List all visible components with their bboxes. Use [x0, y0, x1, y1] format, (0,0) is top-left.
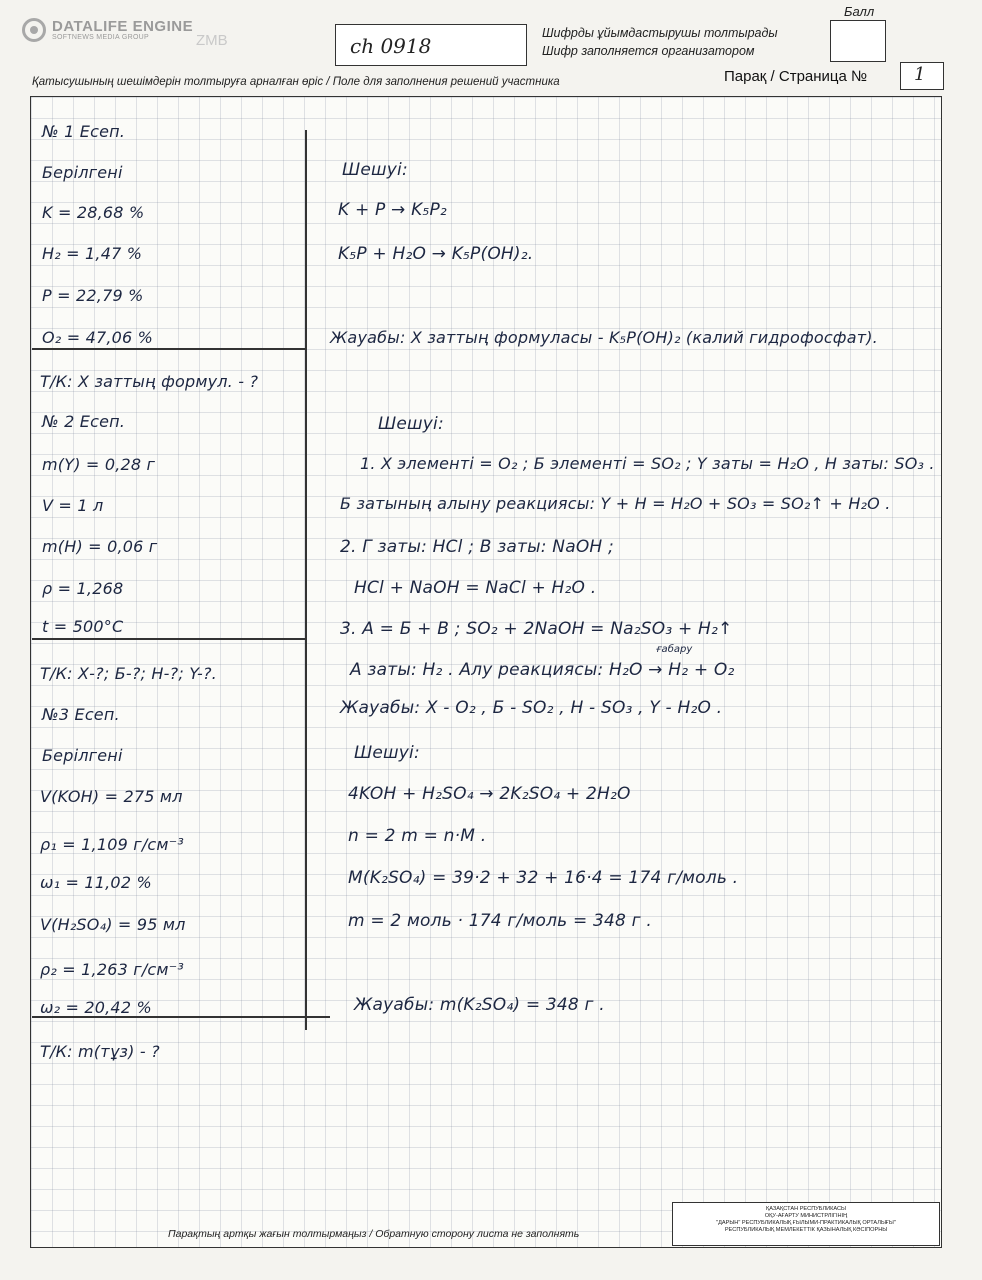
page-label: Парақ / Страница №: [724, 68, 868, 85]
watermark-subtitle: SOFTNEWS MEDIA GROUP: [52, 34, 150, 41]
answer-field-label: Қатысушының шешімдерін толтыруға арналған өріс / Поле для заполнения решений участника: [32, 76, 560, 88]
task-2-find: Т/К: Х-?; Б-?; Н-?; Y-?.: [40, 664, 217, 683]
solution-2-line-6: А заты: H₂ . Алу реакциясы: H₂O → H₂ + O₂: [350, 660, 735, 680]
stamp-line-1: ҚАЗАҚСТАН РЕСПУБЛИКАСЫ: [766, 1206, 846, 1212]
task-3-w2: ω₂ = 20,42 %: [40, 998, 152, 1017]
cipher-note-kz: Шифрды ұйымдастырушы толтырады: [542, 26, 778, 40]
cipher-note-ru: Шифр заполняется организатором: [542, 44, 755, 58]
solution-3-molar-mass: M(K₂SO₄) = 39·2 + 32 + 16·4 = 174 г/моль .: [348, 868, 739, 888]
organization-stamp: [672, 1202, 940, 1246]
watermark-mark: ZMB: [196, 32, 228, 49]
section-divider-1: [32, 348, 306, 350]
task-1-k: K = 28,68 %: [42, 203, 145, 222]
task-1-h2: H₂ = 1,47 %: [42, 244, 143, 263]
answer-3: Жауабы: m(K₂SO₄) = 348 г .: [354, 995, 605, 1015]
stamp-line-3: "ДАРЫН" РЕСПУБЛИКАЛЫҚ ҒЫЛЫМИ-ПРАКТИКАЛЫҚ ОРТАЛЫҒЫ": [716, 1220, 896, 1226]
watermark-title: DATALIFE ENGINE: [52, 18, 194, 35]
task-2-v: V = 1 л: [42, 496, 104, 515]
task-3-given: Берілгені: [42, 746, 123, 765]
stamp-line-4: РЕСПУБЛИКАЛЫҚ МЕМЛЕКЕТТІК ҚАЗЫНАЛЫҚ КӘСІПОРНЫ: [724, 1227, 888, 1233]
solution-3-n: n = 2 m = n·M .: [348, 826, 487, 846]
stamp-line-2: ОҚУ-АҒАРТУ МИНИСТРЛІГІНІҢ: [764, 1213, 848, 1219]
solution-2-line-2: Б затының алыну реакциясы: Y + Н = H₂O + SO₃ = SO₂↑ + H₂O .: [340, 494, 891, 513]
task-2-my: m(Y) = 0,28 г: [42, 455, 156, 474]
task-3-rho2: ρ₂ = 1,263 г/см⁻³: [40, 960, 184, 979]
solution-1-label: Шешуі:: [342, 160, 408, 180]
solution-1-eq-1: K + P → K₅P₂: [338, 200, 447, 220]
task-3-vkoh: V(KOH) = 275 мл: [40, 787, 183, 806]
task-1-given: Берілгені: [42, 163, 123, 182]
task-1-o2: O₂ = 47,06 %: [42, 328, 154, 347]
solution-2-line-5: 3. А = Б + В ; SO₂ + 2NaOH = Na₂SO₃ + H₂↑: [340, 619, 733, 639]
task-3-title: №3 Есеп.: [42, 705, 120, 724]
answer-1: Жауабы: X заттың формуласы - K₅P(OH)₂ (калий гидрофосфат).: [330, 328, 878, 347]
task-1-title: № 1 Есеп.: [42, 122, 126, 141]
score-box: [830, 20, 886, 62]
task-3-find: Т/К: m(тұз) - ?: [40, 1042, 160, 1061]
solution-3-eq: 4KOH + H₂SO₄ → 2K₂SO₄ + 2H₂O: [348, 784, 631, 804]
task-2-rho: ρ = 1,268: [42, 579, 124, 598]
task-2-t: t = 500°C: [42, 617, 124, 636]
solution-2-line-1: 1. X элементі = O₂ ; Б элементі = SO₂ ; Y заты = H₂O , Н заты: SO₃ .: [360, 454, 935, 473]
arrow-annotation: ғабару: [656, 644, 693, 655]
solution-1-eq-2: K₅P + H₂O → K₅P(OH)₂.: [338, 244, 534, 264]
task-3-rho1: ρ₁ = 1,109 г/см⁻³: [40, 835, 184, 854]
task-3-vh2so4: V(H₂SO₄) = 95 мл: [40, 915, 186, 934]
section-divider-2: [32, 638, 306, 640]
column-divider: [305, 130, 307, 1030]
solution-2-line-4: HCl + NaOH = NaCl + H₂O .: [354, 578, 597, 598]
solution-2-label: Шешуі:: [378, 414, 444, 434]
logo-icon: [22, 18, 46, 42]
task-1-find: Т/К: Х заттың формул. - ?: [40, 372, 259, 391]
page-number: 1: [914, 64, 926, 85]
watermark-logo: [22, 18, 193, 42]
task-2-mh: m(Н) = 0,06 г: [42, 537, 158, 556]
footer-note: Парақтың артқы жағын толтырмаңыз / Обратную сторону листа не заполнять: [168, 1228, 580, 1240]
solution-3-label: Шешуі:: [354, 743, 420, 763]
task-1-p: P = 22,79 %: [42, 286, 144, 305]
answer-2: Жауабы: X - O₂ , Б - SO₂ , Н - SO₃ , Y - H₂O .: [340, 698, 723, 718]
score-label: Балл: [844, 4, 875, 19]
solution-2-line-3: 2. Г заты: HCl ; В заты: NaOH ;: [340, 537, 614, 557]
cipher-note: [542, 24, 778, 60]
task-3-w1: ω₁ = 11,02 %: [40, 873, 152, 892]
solution-3-mass: m = 2 моль · 174 г/моль = 348 г .: [348, 911, 653, 931]
participant-code: ch 0918: [350, 34, 432, 58]
task-2-title: № 2 Есеп.: [42, 412, 126, 431]
